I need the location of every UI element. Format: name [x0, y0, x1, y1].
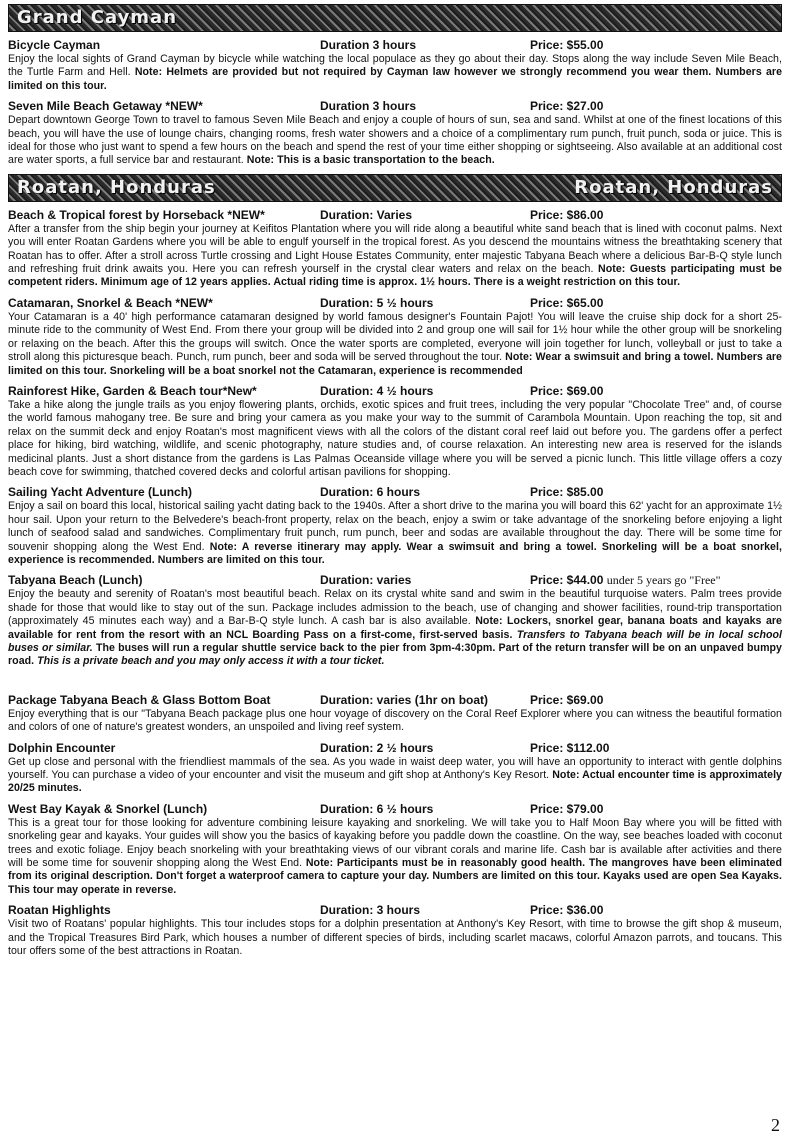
tour-description-text: Your Catamaran is a 40' high performance catamaran designed by world famous designer's Fountain Pajot! You will leave the cruise ship dock for a short 25-minute ride to the community of West End. From there your group will be divided into 2 and group one will sail for 1½ hour while the other group will be snorkeling or relaxing on the beach. After this the groups will switch. Once the water sports are completed, everyone will join together for lunch, volleyball or just to take a stroll along this picturesque beach. Punch, rum punch, beer and soda will be served throughout the tour. [8, 310, 782, 364]
tour-duration: Duration: 6 hours [320, 485, 421, 500]
tour-description [8, 756, 782, 796]
tour-entry [8, 903, 782, 958]
tour-note: Note: Lockers, snorkel gear, banana boats and kayaks are available for rent from the resort with an NCL Boarding Pass on a first-come, first-served basis. [8, 615, 782, 641]
tour-description [8, 500, 782, 567]
tour-entry [8, 296, 782, 378]
tour-duration: Duration 3 hours [320, 99, 417, 114]
tour-description-text: Enjoy everything that is our "Tabyana Beach package plus one hour voyage of discovery on the Coral Reef Explorer where you can witness the beautiful formation and colors of one of nature's greatest wonders, an unspoiled and living reef system. [8, 707, 782, 734]
tour-price [530, 573, 721, 588]
tour-note-italic: Transfers to Tabyana beach will be in local school buses or similar. [8, 628, 783, 654]
tour-duration: Duration 3 hours [320, 38, 417, 52]
tour-note: Note: Actual encounter time is approximately 20/25 minutes. [8, 769, 783, 795]
tour-description [8, 817, 782, 897]
tour-entry [8, 802, 782, 897]
tour-name: Package Tabyana Beach & Glass Bottom Boat [8, 692, 271, 707]
tour-name: Catamaran, Snorkel & Beach *NEW* [8, 295, 213, 310]
tour-entry [8, 208, 782, 290]
tour-name: Dolphin Encounter [8, 740, 116, 755]
tour-entry [8, 693, 782, 735]
tour-description-text: This is a great tour for those looking for adventure combining leisure kayaking and snorkeling. We will take you to Half Moon Bay where you will be fitted with snorkeling gear and kayaks. Your guides will show you the basics of kayaking before you paddle down the coastline. On the way, see beaches loaded with coconut trees and exotic foliage. Enjoy beach snorkeling with your breathtaking views of our vibrant corals and marine life. Cash bar is available after activities and there will be some time for souvenir shopping along the West End. [8, 816, 782, 870]
section-banner-title: Roatan, Honduras [17, 176, 216, 198]
tour-name: Tabyana Beach (Lunch) [8, 573, 143, 588]
tour-name: Rainforest Hike, Garden & Beach tour*New* [8, 383, 257, 398]
tour-note: Note: Wear a swimsuit and bring a towel. Numbers are limited on this tour. Snorkeling will be a boat snorkel not the Catamaran, experience is recommended [8, 351, 783, 377]
tour-price: Price: $65.00 [530, 295, 604, 310]
tour-description [8, 53, 782, 93]
tour-description [8, 223, 782, 290]
tour-price: Price: $36.00 [530, 903, 604, 918]
tour-name: Seven Mile Beach Getaway *NEW* [8, 99, 203, 114]
tour-description [8, 399, 782, 479]
tour-note: Note: Guests participating must be competent riders. Minimum age of 12 years applies. Actual riding time is approx. 1½ hours. There is a weight restriction on this tour. [8, 263, 782, 289]
tour-description [8, 918, 782, 958]
section-banner-title-right: Roatan, Honduras [574, 176, 773, 198]
tour-price: Price: $112.00 [530, 740, 610, 755]
tour-description [8, 311, 782, 378]
tour-duration: Duration: 4 ½ hours [320, 383, 434, 398]
tour-name: Bicycle Cayman [8, 38, 101, 52]
tour-description-text: Depart downtown George Town to travel to famous Seven Mile Beach and enjoy a couple of hours of sun, sea and sand. Whilst at one of the finest locations of this beach, you will have the use of lounge chairs, changing rooms, fresh water showers and a choice of a complimentary rum punch, fruit punch, soda or juice. This is ideal for those who just want to spend a few hours on the beach and spend the rest of your time either shopping or sightseeing. Also available at an additional cost are water sports, a full service bar and restaurant. [8, 114, 782, 167]
tour-entry [8, 573, 782, 668]
tour-price: Price: $85.00 [530, 485, 604, 500]
section-banner-roatan [8, 174, 782, 202]
tour-price: Price: $86.00 [530, 207, 604, 222]
tour-duration: Duration: 2 ½ hours [320, 740, 434, 755]
tour-price: Price: $27.00 [530, 99, 604, 114]
tour-entry [8, 38, 782, 93]
tour-entry [8, 384, 782, 479]
section-banner-grand-cayman [8, 4, 782, 32]
tour-note: Note: This is a basic transportation to the beach. [246, 154, 495, 167]
tour-note: Note: A reverse itinerary may apply. Wear a swimsuit and bring a towel. Snorkeling will be a boat snorkel, experience is recommended. Numbers are limited on this tour. [8, 540, 782, 566]
tour-description-text: Enjoy the local sights of Grand Cayman by bicycle while watching the local populace as they go about their day. Stops along the way include Seven Mile Beach, the Turtle Farm and Hell. [8, 53, 782, 79]
brochure-page [8, 4, 782, 965]
spacer [8, 675, 782, 693]
tour-price-value: Price: $44.00 [530, 573, 604, 588]
tour-entry [8, 99, 782, 168]
tour-price: Price: $69.00 [530, 692, 604, 707]
tour-price: Price: $79.00 [530, 801, 604, 816]
tour-duration: Duration: varies (1hr on boat) [320, 692, 489, 707]
tour-duration: Duration: varies [320, 573, 412, 588]
tour-duration: Duration: 6 ½ hours [320, 801, 434, 816]
tour-note: Note: Participants must be in reasonably good health. The mangroves have been eliminated from its original description. Don't forget a waterproof camera to capture your day. Numbers are limited on this tour. Kayaks used are open Sea Kayaks. This tour may operate in reverse. [8, 857, 782, 896]
tour-description-text: Enjoy a sail on board this local, historical sailing yacht dating back to the 1940s. After a short drive to the marina you will board this 62' yacht for an approximate 1½ hour sail. Upon your return to the Belvedere's beach-front property, relax on the beach, enjoy a swim or take advantage of the snorkeling before enjoying a light lunch of seafood salad and sandwiches. Complimentary fruit punch, rum punch, beer and sodas are available throughout the day. There will be some time for souvenir shopping along the West End. [8, 500, 782, 553]
tour-name: Beach & Tropical forest by Horseback *NEW* [8, 207, 265, 222]
tour-note-italic-2: This is a private beach and you may only access it with a tour ticket. [37, 655, 385, 668]
tour-note: Note: Helmets are provided but not required by Cayman law however we strongly recommend you wear them. Numbers are limited on this tour. [8, 66, 783, 92]
tour-description-text: Visit two of Roatans' popular highlights. This tour includes stops for a dolphin presentation at Anthony's Key Resort, with time to browse the gift shop & museum, and the Tropical Treasures Bird Park, which houses a number of different species of birds, including scarlet macaws, colorful Amazon parrots, and toucans. This tour offers some of the best attractions in Roatan. [8, 918, 782, 958]
tour-description-text: After a transfer from the ship begin your journey at Keifitos Plantation where you will ride along a beautiful white sand beach that is lined with coconut palms. Next you will enter Roatan Gardens where you will be able to engulf yourself in the tropical forest. As you descend the mountains witness the breathtaking scenery that Roatan has to offer. After a stroll across Turtle crossing and Light House Estates Community, enter majestic Tabyana Beach where a delicious Bar-B-Q style lunch and refreshing fruit drink awaits you. Here you can refresh yourself in the crystal clear waters and relax on the beach. [8, 222, 782, 276]
tour-note-2: The buses will run a regular shuttle service back to the pier from 3pm-4:30pm. Part of the return transfer will be on an unpaved bumpy road. [8, 642, 783, 668]
tour-description-text: Take a hike along the jungle trails as you enjoy flowering plants, orchids, exotic spices and fruit trees, including the very popular "Chocolate Tree" and, of course the world famous mahogany tree. Be sure and bring your camera as you make your way to the summit of Carambola Mountain. Upon reaching the top, sit and relax on the summit deck and enjoy Roatan's most magnificent views with all the colors of the distant coral reef laid out before you. The gardens offer a perfect place for hiking, bird watching, wildlife, and scenic photography, nature studies and, of course relaxation. An interesting new area is reserved for the islands medicinal plants. Just a short distance from the gardens is Las Palmas Oceanside village where you will be served a picnic lunch. This little village offers a cozy beach cove for swimming, thatched covered decks and colorful artisan pavilions for shopping. [8, 398, 782, 478]
page-number: 2 [771, 1115, 780, 1135]
tour-name: Roatan Highlights [8, 903, 111, 918]
tour-entry [8, 485, 782, 567]
tour-name: Sailing Yacht Adventure (Lunch) [8, 485, 193, 500]
tour-price-note: under 5 years go "Free" [606, 573, 721, 588]
tour-name: West Bay Kayak & Snorkel (Lunch) [8, 801, 208, 816]
tour-price: Price: $55.00 [530, 38, 604, 52]
tour-description-text: Get up close and personal with the friendliest mammals of the sea. As you wade in waist deep water, you will have an opportunity to interact with gentle dolphins yourself. You can purchase a video of your encounter and visit the museum and gift shop at Anthony's Key Resort. [8, 755, 782, 782]
tour-description [8, 708, 782, 735]
tour-price: Price: $69.00 [530, 383, 604, 398]
tour-entry [8, 741, 782, 796]
tour-duration: Duration: 3 hours [320, 903, 421, 918]
tour-description [8, 114, 782, 168]
tour-description [8, 588, 782, 668]
tour-duration: Duration: Varies [320, 207, 413, 222]
tour-description-text: Enjoy the beauty and serenity of Roatan's most beautiful beach. Relax on its crystal white sand and swim in the beautiful turquoise waters. Palm trees provide shade for those that would like to stay out of the sun. Package includes admission to the beach, use of changing and shower facilities, round-trip transportation (approximately 45 minutes each way) and a Bar-B-Q style lunch. A cash bar is also available. [8, 588, 782, 628]
section-banner-title: Grand Cayman [17, 7, 178, 28]
tour-duration: Duration: 5 ½ hours [320, 295, 434, 310]
